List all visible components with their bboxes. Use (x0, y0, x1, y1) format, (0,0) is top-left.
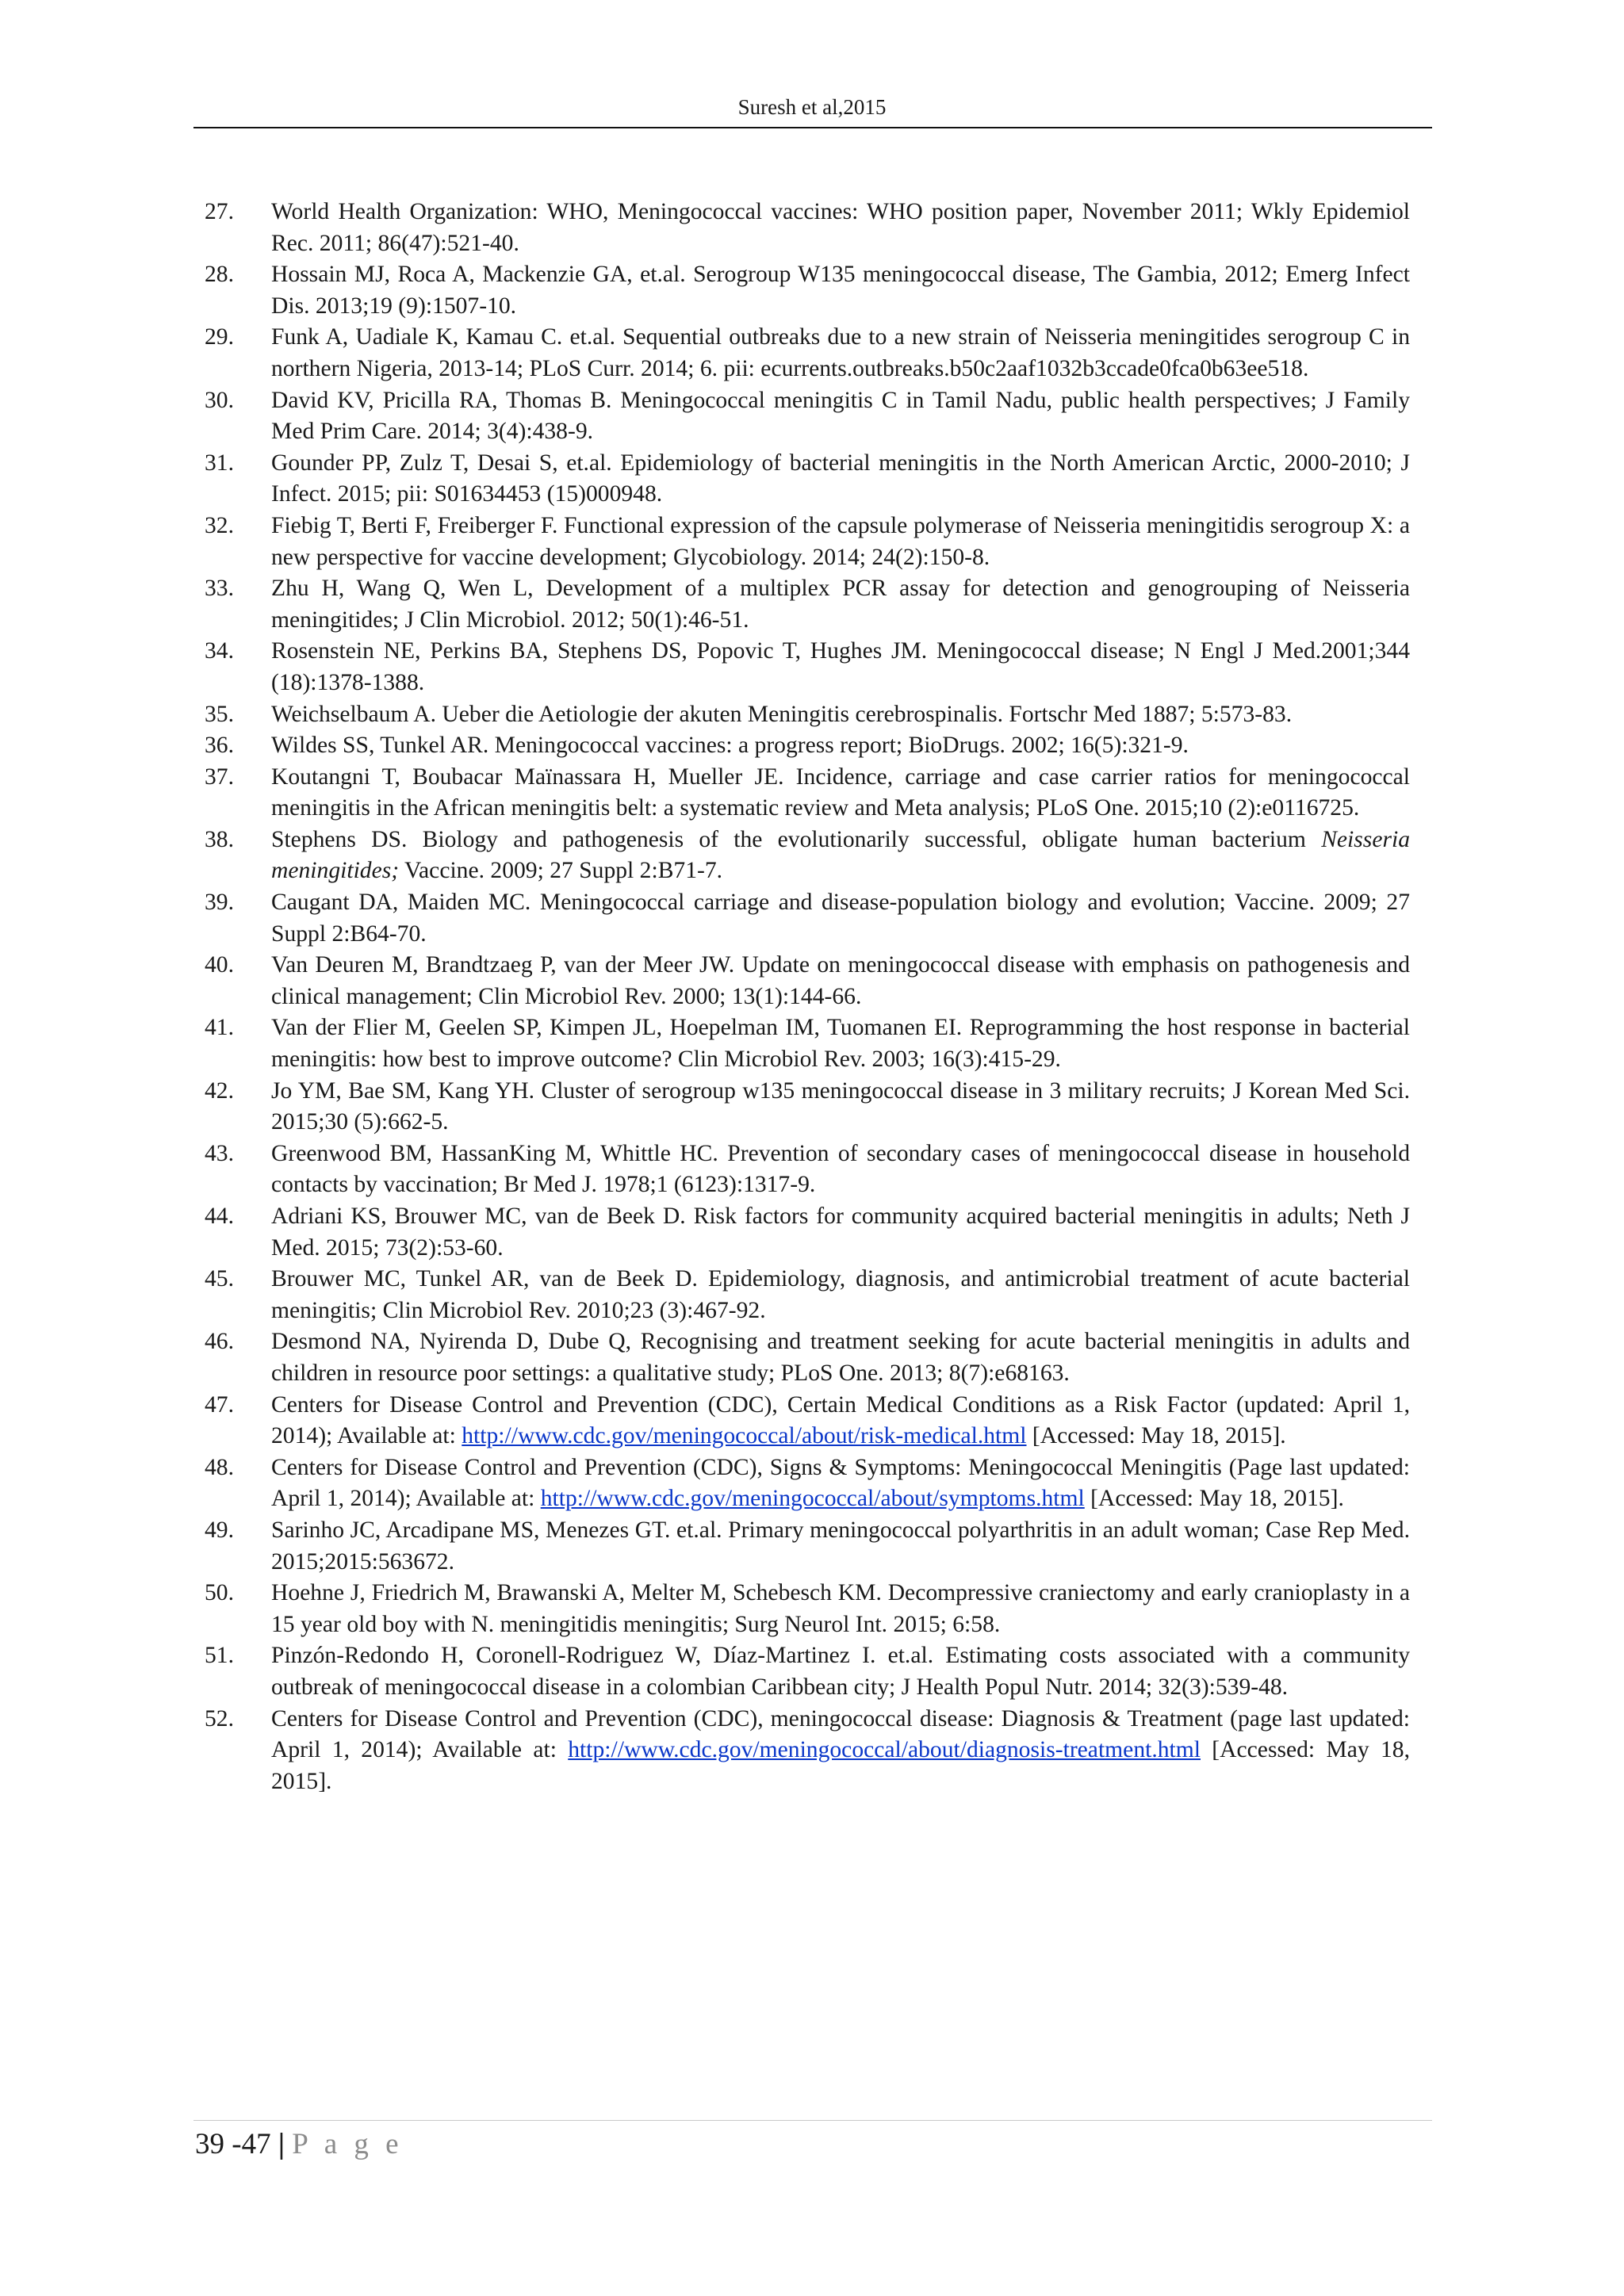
reference-text (271, 1640, 1410, 1703)
reference-text-segment: Rosenstein NE, Perkins BA, Stephens DS, Popovic T, Hughes JM. Meningococcal disease; N Engl J Med.2001;344 (18):1378-1388. (271, 638, 1410, 695)
reference-number: 34. (205, 638, 234, 664)
reference-text-segment: World Health Organization: WHO, Meningococcal vaccines: WHO position paper, November 2011; Wkly Epidemiol Rec. 2011; 86(47):521-40. (271, 199, 1410, 256)
reference-number: 41. (205, 1015, 234, 1041)
reference-number: 40. (205, 952, 234, 978)
reference-item (205, 699, 1410, 731)
reference-item (205, 573, 1410, 636)
reference-text-segment: [Accessed: May 18, 2015]. (271, 1737, 1410, 1794)
reference-item (205, 1012, 1410, 1075)
reference-text-segment: Jo YM, Bae SM, Kang YH. Cluster of serogroup w135 meningococcal disease in 3 military recruits; J Korean Med Sci. 2015;30 (5):662-5. (271, 1077, 1410, 1135)
reference-text (271, 511, 1410, 573)
reference-item (205, 1201, 1410, 1264)
reference-text (271, 322, 1410, 385)
reference-text (271, 825, 1410, 887)
reference-text-segment: Weichselbaum A. Ueber die Aetiologie der akuten Meningitis cerebrospinalis. Fortschr Med 1887; 5:573-83. (271, 701, 1293, 727)
reference-text-segment: Zhu H, Wang Q, Wen L, Development of a multiplex PCR assay for detection and genogrouping of Neisseria meningitides; J Clin Microbiol. 2012; 50(1):46-51. (271, 576, 1410, 633)
reference-text (271, 699, 1410, 731)
reference-number: 43. (205, 1140, 234, 1166)
reference-number: 44. (205, 1203, 234, 1229)
reference-text (271, 1578, 1410, 1640)
reference-number: 52. (205, 1705, 234, 1732)
reference-text-segment: [Accessed: May 18, 2015]. (1084, 1486, 1344, 1512)
reference-text-segment: Centers for Disease Control and Prevention (CDC), Certain Medical Conditions as a Risk Factor (updated: April 1, 2014); Available at: (271, 1391, 1410, 1449)
reference-text-segment: Hossain MJ, Roca A, Mackenzie GA, et.al. Serogroup W135 meningococcal disease, The Gambia, 2012; Emerg Infect Dis. 2013;19 (9):1507-10. (271, 262, 1410, 319)
reference-item (205, 1515, 1410, 1578)
reference-item (205, 1452, 1410, 1515)
reference-text (271, 1515, 1410, 1578)
reference-link[interactable]: http://www.cdc.gov/meningococcal/about/diagnosis-treatment.html (568, 1737, 1201, 1763)
reference-number: 33. (205, 576, 234, 602)
reference-item (205, 1640, 1410, 1703)
reference-number: 46. (205, 1329, 234, 1355)
reference-text (271, 385, 1410, 448)
page-footer (195, 2126, 404, 2163)
reference-item (205, 950, 1410, 1012)
reference-text (271, 259, 1410, 322)
reference-italic-text: Neisseria meningitides; (271, 826, 1410, 884)
reference-text-segment: Koutangni T, Boubacar Maïnassara H, Mueller JE. Incidence, carriage and case carrier ratios for meningococcal meningitis in the African meningitis belt: a systematic review and Meta analysis; PLoS One. 2015;10 (2):e0116725. (271, 763, 1410, 821)
reference-item (205, 1578, 1410, 1640)
reference-item (205, 1390, 1410, 1452)
reference-text (271, 1076, 1410, 1138)
reference-number: 51. (205, 1643, 234, 1669)
reference-number: 28. (205, 262, 234, 288)
reference-text (271, 1264, 1410, 1326)
reference-item (205, 259, 1410, 322)
reference-item (205, 825, 1410, 887)
reference-text (271, 448, 1410, 511)
reference-item (205, 197, 1410, 259)
reference-text (271, 1704, 1410, 1798)
reference-item (205, 762, 1410, 825)
reference-item (205, 636, 1410, 698)
reference-text-segment: [Accessed: May 18, 2015]. (1026, 1423, 1286, 1449)
reference-item (205, 1326, 1410, 1389)
reference-item (205, 1264, 1410, 1326)
reference-text-segment: Stephens DS. Biology and pathogenesis of the evolutionarily successful, obligate human bacterium (271, 826, 1322, 852)
reference-item (205, 1138, 1410, 1201)
reference-item (205, 887, 1410, 950)
reference-item (205, 448, 1410, 511)
reference-text-segment: Pinzón-Redondo H, Coronell-Rodriguez W, Díaz-Martinez I. et.al. Estimating costs associated with a community outbreak of meningococcal disease in a colombian Caribbean city; J Health Popul Nutr. 2014; 32(3):539-48. (271, 1643, 1410, 1700)
reference-text-segment: David KV, Pricilla RA, Thomas B. Meningococcal meningitis C in Tamil Nadu, public health perspectives; J Family Med Prim Care. 2014; 3(4):438-9. (271, 387, 1410, 445)
reference-text-segment: Centers for Disease Control and Prevention (CDC), meningococcal disease: Diagnosis & Treatment (page last updated: April 1, 2014); Available at: (271, 1705, 1410, 1763)
reference-text-segment: Greenwood BM, HassanKing M, Whittle HC. Prevention of secondary cases of meningococcal disease in household contacts by vaccination; Br Med J. 1978;1 (6123):1317-9. (271, 1140, 1410, 1198)
reference-text-segment: Brouwer MC, Tunkel AR, van de Beek D. Epidemiology, diagnosis, and antimicrobial treatment of acute bacterial meningitis; Clin Microbiol Rev. 2010;23 (3):467-92. (271, 1266, 1410, 1323)
reference-number: 48. (205, 1454, 234, 1480)
reference-text (271, 1201, 1410, 1264)
reference-text (271, 887, 1410, 950)
reference-text-segment: Van Deuren M, Brandtzaeg P, van der Meer JW. Update on meningococcal disease with emphasis on pathogenesis and clinical management; Clin Microbiol Rev. 2000; 13(1):144-66. (271, 952, 1410, 1009)
header-rule (193, 127, 1432, 128)
reference-text (271, 950, 1410, 1012)
footer-rule (193, 2120, 1432, 2121)
reference-text (271, 762, 1410, 825)
reference-text (271, 1452, 1410, 1515)
reference-item (205, 385, 1410, 448)
reference-link[interactable]: http://www.cdc.gov/meningococcal/about/symptoms.html (540, 1486, 1085, 1512)
reference-number: 36. (205, 733, 234, 759)
reference-text (271, 1012, 1410, 1075)
running-header: Suresh et al,2015 (737, 95, 887, 119)
reference-item (205, 1704, 1410, 1798)
reference-number: 38. (205, 826, 234, 852)
reference-text-segment: Wildes SS, Tunkel AR. Meningococcal vaccines: a progress report; BioDrugs. 2002; 16(5):321-9. (271, 733, 1189, 759)
reference-text-segment: Gounder PP, Zulz T, Desai S, et.al. Epidemiology of bacterial meningitis in the North American Arctic, 2000-2010; J Infect. 2015; pii: S01634453 (15)000948. (271, 450, 1410, 507)
reference-number: 32. (205, 512, 234, 538)
reference-item (205, 730, 1410, 762)
reference-text (271, 1390, 1410, 1452)
reference-text-segment: Hoehne J, Friedrich M, Brawanski A, Melter M, Schebesch KM. Decompressive craniectomy and early cranioplasty in a 15 year old boy with N. meningitidis meningitis; Surg Neurol Int. 2015; 6:58. (271, 1580, 1410, 1637)
page-range: 39 -47 (195, 2128, 271, 2160)
reference-text (271, 1138, 1410, 1201)
footer-separator: | (278, 2128, 285, 2160)
reference-text-segment: Van der Flier M, Geelen SP, Kimpen JL, Hoepelman IM, Tuomanen EI. Reprogramming the host response in bacterial meningitis: how best to improve outcome? Clin Microbiol Rev. 2003; 16(3):415-29. (271, 1015, 1410, 1073)
reference-number: 27. (205, 199, 234, 224)
reference-text (271, 636, 1410, 698)
page-label: P a g e (292, 2128, 404, 2160)
reference-text (271, 730, 1410, 762)
reference-text-segment: Centers for Disease Control and Prevention (CDC), Signs & Symptoms: Meningococcal Meningitis (Page last updated: April 1, 2014); Available at: (271, 1454, 1410, 1512)
reference-number: 35. (205, 701, 234, 727)
reference-number: 47. (205, 1391, 234, 1418)
reference-number: 39. (205, 890, 234, 916)
reference-text-segment: Caugant DA, Maiden MC. Meningococcal carriage and disease-population biology and evolution; Vaccine. 2009; 27 Suppl 2:B64-70. (271, 890, 1410, 947)
reference-list (205, 197, 1410, 1797)
reference-number: 49. (205, 1517, 234, 1543)
reference-item (205, 511, 1410, 573)
reference-number: 42. (205, 1077, 234, 1104)
reference-text-segment: Sarinho JC, Arcadipane MS, Menezes GT. et.al. Primary meningococcal polyarthritis in an adult woman; Case Rep Med. 2015;2015:563672. (271, 1517, 1410, 1575)
reference-number: 31. (205, 450, 234, 476)
reference-number: 45. (205, 1266, 234, 1292)
reference-text-segment: Adriani KS, Brouwer MC, van de Beek D. Risk factors for community acquired bacterial meningitis in adults; Neth J Med. 2015; 73(2):53-60. (271, 1203, 1410, 1261)
reference-link[interactable]: http://www.cdc.gov/meningococcal/about/risk-medical.html (462, 1423, 1027, 1449)
reference-text (271, 1326, 1410, 1389)
reference-text-segment: Vaccine. 2009; 27 Suppl 2:B71-7. (399, 858, 723, 884)
reference-text-segment: Desmond NA, Nyirenda D, Dube Q, Recognising and treatment seeking for acute bacterial meningitis in adults and children in resource poor settings: a qualitative study; PLoS One. 2013; 8(7):e68163. (271, 1329, 1410, 1386)
reference-number: 29. (205, 324, 234, 350)
reference-text (271, 573, 1410, 636)
reference-item (205, 322, 1410, 385)
reference-number: 50. (205, 1580, 234, 1606)
reference-text-segment: Fiebig T, Berti F, Freiberger F. Functional expression of the capsule polymerase of Neisseria meningitidis serogroup X: a new perspective for vaccine development; Glycobiology. 2014; 24(2):150-8. (271, 512, 1410, 570)
reference-number: 30. (205, 387, 234, 413)
reference-text (271, 197, 1410, 259)
reference-text-segment: Funk A, Uadiale K, Kamau C. et.al. Sequential outbreaks due to a new strain of Neisseria meningitides serogroup C in northern Nigeria, 2013-14; PLoS Curr. 2014; 6. pii: ecurrents.outbreaks.b50c2aaf1032b3ccade0fca0b63ee518. (271, 324, 1410, 381)
reference-number: 37. (205, 763, 234, 790)
reference-item (205, 1076, 1410, 1138)
